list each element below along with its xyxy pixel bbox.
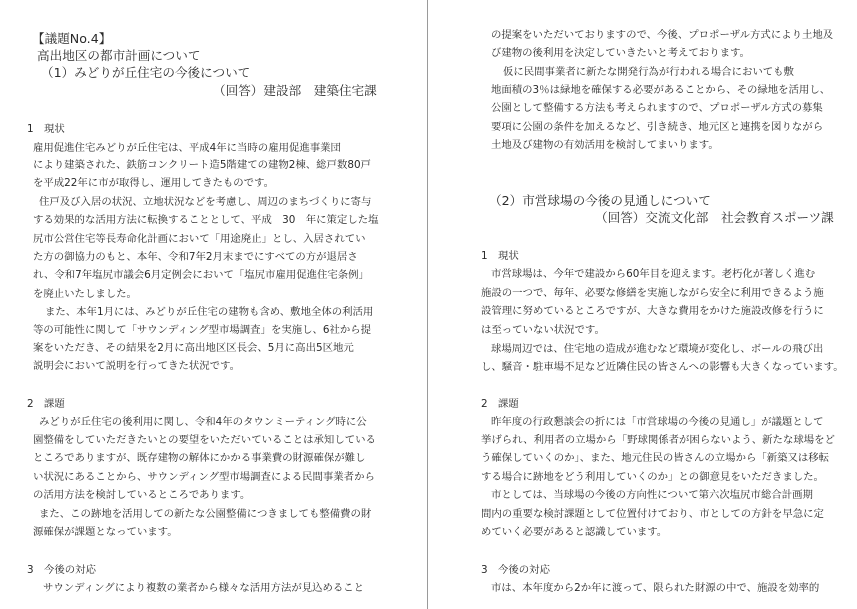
- section-title-response: 3 今後の対応: [27, 564, 96, 576]
- paragraph-line: 仮に民間事業者に新たな開発行為が行われる場合においても敷: [503, 66, 794, 78]
- paragraph-line: また、本年1月には、みどりが丘住宅の建物も含め、敷地全体の利活用: [45, 306, 374, 318]
- paragraph-line: 等の可能性に関して「サウンディング型市場調査」を実施し、6社から提: [33, 324, 372, 336]
- paragraph-line: 施設の一つで、毎年、必要な修繕を実施しながら安全に利用できるよう施: [481, 287, 824, 299]
- section-title-current: 1 現状: [27, 123, 65, 135]
- paragraph-line: は至っていない状況です。: [481, 324, 605, 336]
- paragraph-line: する場合に跡地をどう利用していくのか」との御意見をいただきました。: [481, 471, 824, 483]
- paragraph-line: ところでありますが、既存建物の解体にかかる事業費の財源確保が難し: [33, 452, 366, 464]
- paragraph-line: び建物の後利用を決定していきたいと考えております。: [491, 47, 750, 59]
- agenda-subtopic: （1）みどりが丘住宅の今後について: [41, 65, 251, 80]
- paragraph-line: 球場周辺では、住宅地の造成が進むなど環境が変化し、ボールの飛び出: [491, 343, 824, 355]
- paragraph-line: し、騒音・駐車場不足など近隣住民の皆さんへの影響も大きくなっています。: [481, 361, 844, 373]
- section-title-issues-2: 2 課題: [481, 398, 519, 410]
- paragraph-line: 設管理に努めているところですが、大きな費用をかけた施設改修を行うに: [481, 305, 824, 317]
- paragraph-line: 園整備をしていただきたいとの要望をいただいていることは承知している: [33, 434, 376, 446]
- paragraph-line: れ、令和7年塩尻市議会6月定例会において「塩尻市雇用促進住宅条例」: [33, 269, 369, 281]
- paragraph-line: い状況にあることから、サウンディング型市場調査による民間事業者から: [33, 471, 375, 483]
- paragraph-line: 公園として整備する方法も考えられますので、プロポーザル方式の募集: [491, 102, 823, 114]
- paragraph-line: の活用方法を検討しているところであります。: [33, 489, 251, 501]
- paragraph-line: 間内の重要な検討課題として位置付けており、市としての方針を早急に定: [481, 508, 824, 520]
- paragraph-line: を平成22年に市が取得し、運用してきたものです。: [33, 177, 274, 189]
- paragraph-line: を廃止いたしました。: [33, 288, 137, 300]
- paragraph-line: た方の御協力のもと、本年、令和7年2月末までにすべての方が退居さ: [33, 251, 358, 263]
- paragraph-line: 昨年度の行政懇談会の折には「市営球場の今後の見通し」が議題として: [491, 416, 824, 428]
- paragraph-line: 市営球場は、今年で建設から60年目を迎えます。老朽化が著しく進む: [491, 268, 816, 280]
- paragraph-line: また、この跡地を活用しての新たな公園整備につきましても整備費の財: [39, 508, 372, 520]
- section-title-response-2: 3 今後の対応: [481, 564, 550, 576]
- paragraph-line: により建築された、鉄筋コンクリート造5階建ての建物2棟、総戸数80戸: [33, 159, 371, 171]
- paragraph-line: サウンディングにより複数の業者から様々な活用方法が見込めること: [43, 582, 365, 594]
- paragraph-line: 挙げられ、利用者の立場から「野球関係者が困らないよう、新たな球場をど: [481, 434, 835, 446]
- paragraph-line: する効果的な活用方法に転換することとして、平成 30 年に策定した塩: [33, 214, 379, 226]
- paragraph-line: 地面積の3％は緑地を確保する必要があることから、その緑地を活用し、: [491, 84, 831, 96]
- paragraph-line: めていく必要があると認識しています。: [481, 526, 668, 538]
- paragraph-line: 市は、本年度から2か年に渡って、限られた財源の中で、施設を効率的: [491, 582, 820, 594]
- page-divider: [427, 0, 428, 609]
- paragraph-line: 案をいただき、その結果を2月に高出地区区長会、5月に高出5区地元: [33, 342, 354, 354]
- paragraph-line: 説明会において説明を行ってきた状況です。: [33, 360, 240, 372]
- paragraph-line: 市としては、当球場の今後の方向性について第六次塩尻市総合計画期: [491, 489, 813, 501]
- paragraph-line: の提案をいただいておりますので、今後、プロポーザル方式により土地及: [491, 29, 834, 41]
- paragraph-line: 要項に公園の条件を加えるなど、引き続き、地元区と連携を図りながら: [491, 121, 824, 133]
- paragraph-line: 雇用促進住宅みどりが丘住宅は、平成4年に当時の雇用促進事業団: [33, 142, 341, 154]
- paragraph-line: 土地及び建物の有効活用を検討してまいります。: [491, 139, 719, 151]
- paragraph-line: 住戸及び入居の状況、立地状況などを考慮し、周辺のまちづくりに寄与: [39, 196, 372, 208]
- section-title-current-2: 1 現状: [481, 250, 519, 262]
- agenda-number: 【議題No.4】: [32, 31, 112, 46]
- agenda-subtopic-2: （2）市営球場の今後の見通しについて: [489, 193, 711, 208]
- agenda-topic: 高出地区の都市計画について: [37, 48, 201, 63]
- answer-department: （回答）建設部 建築住宅課: [213, 83, 377, 98]
- answer-department-2: （回答）交流文化部 社会教育スポーツ課: [595, 210, 834, 225]
- paragraph-line: みどりが丘住宅の後利用に関し、令和4年のタウンミーティング時に公: [39, 416, 367, 428]
- paragraph-line: 源確保が課題となっています。: [33, 526, 178, 538]
- paragraph-line: う確保していくのか」、また、地元住民の皆さんの立場から「新築又は移転: [481, 452, 830, 464]
- section-title-issues: 2 課題: [27, 398, 65, 410]
- paragraph-line: 尻市公営住宅等長寿命化計画において「用途廃止」とし、入居されてい: [33, 233, 366, 245]
